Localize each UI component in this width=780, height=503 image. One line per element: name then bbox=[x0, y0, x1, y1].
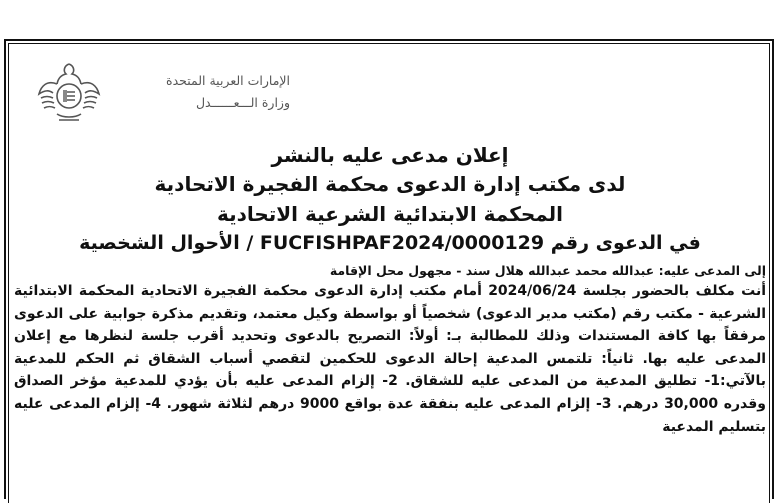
defendant-line: إلى المدعى عليه: عبدالله محمد عبدالله هلال سند - مجهول محل الإقامة bbox=[329, 263, 766, 278]
uae-emblem-logo bbox=[33, 58, 105, 130]
notice-body bbox=[14, 262, 766, 438]
notice-titles bbox=[14, 142, 766, 257]
court-name-title: المحكمة الابتدائية الشرعية الاتحادية bbox=[216, 202, 564, 226]
court-office-title: لدى مكتب إدارة الدعوى محكمة الفجيرة الاتحادية bbox=[154, 172, 626, 196]
case-number-title: في الدعوى رقم FUCFISHPAF2024/0000129 / الأحوال الشخصية bbox=[79, 232, 701, 254]
notice-paragraph: أنت مكلف بالحضور بجلسة 2024/06/24 أمام مكتب إدارة الدعوى محكمة الفجيرة الاتحادية المحكمة الابتدائية الشرعية - مكتب رقم (مكتب مدير الدعوى) شخصياً أو بواسطة وكيل معتمد، وتقديم مذكرة جوابية على الدعوى مرفقاً بها كافة المستندات وذلك للمطالبة بـ: أولاً: التصريح بالدعوى وتحديد أقرب جلسة لنظرها مع إعلان المدعى عليه بها. ثانياً: تلتمس المدعية إحالة الدعوى للحكمين لتقصي أسباب الشقاق ثم الحكم للمدعية بالآتي:1- تطليق المدعية من المدعى عليه للشقاق. 2- إلزام المدعى عليه بأن يؤدي للمدعية مؤخر الصداق وقدره 30,000 درهم. 3- إلزام المدعى عليه بنفقة عدة بواقع 9000 درهم لثلاثة شهور. 4- إلزام المدعى عليه بتسليم المدعية bbox=[14, 283, 767, 435]
ministry-header bbox=[110, 70, 290, 114]
ministry-name: وزارة الـــعــــــدل bbox=[195, 95, 290, 110]
notice-title: إعلان مدعى عليه بالنشر bbox=[271, 143, 509, 167]
country-name: الإمارات العربية المتحدة bbox=[166, 73, 290, 88]
